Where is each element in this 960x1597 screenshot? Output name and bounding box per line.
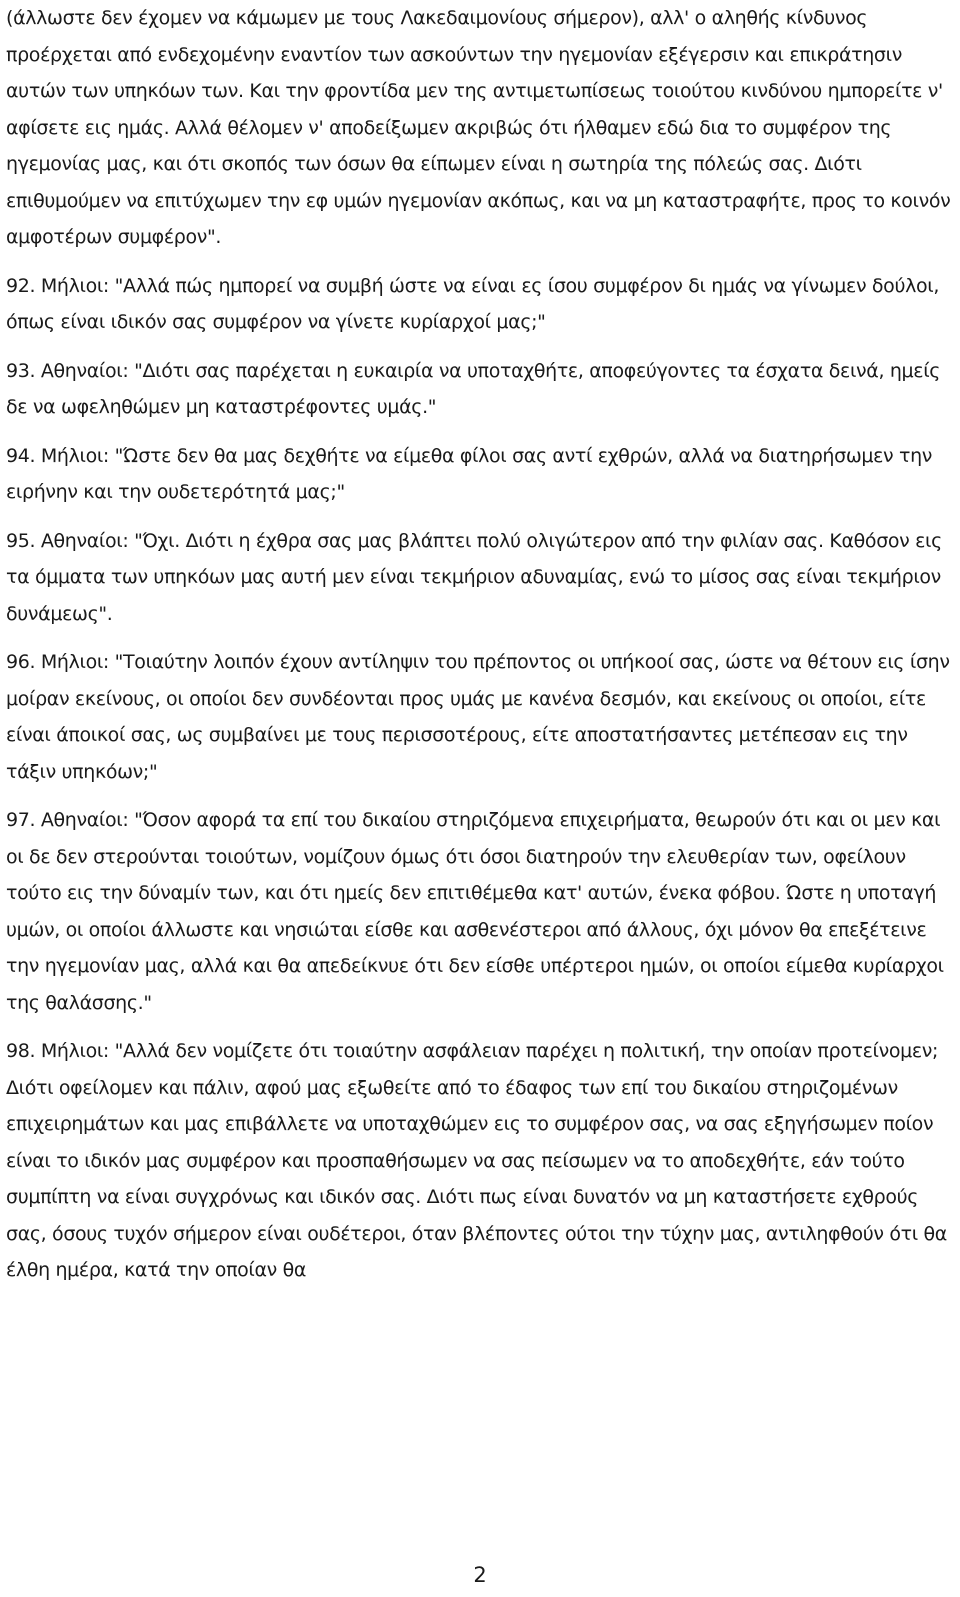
page-number: 2 xyxy=(473,1563,487,1587)
document-body xyxy=(6,0,954,1301)
paragraph-97: 97. Αθηναίοι: "Όσον αφορά τα επί του δικαίου στηριζόμενα επιχειρήματα, θεωρούν ότι και οι μεν και οι δε δεν στερούνται τοιούτων, νομίζουν όμως ότι όσοι διατηρούν την ελευθερίαν των, οφείλουν τούτο εις την δύναμίν των, και ότι ημείς δεν επιτιθέμεθα κατ' αυτών, ένεκα φόβου. Ώστε η υποταγή υμών, οι οποίοι άλλωστε και νησιώται είσθε και ασθενέστεροι από άλλους, όχι μόνον θα επεξέτεινε την ηγεμονίαν μας, αλλά και θα απεδείκνυε ότι δεν είσθε υπέρτεροι ημών, οι οποίοι είμεθα κυρίαρχοι της θαλάσσης." xyxy=(6,809,944,1014)
paragraph-95: 95. Αθηναίοι: "Όχι. Διότι η έχθρα σας μας βλάπτει πολύ ολιγώτερον από την φιλίαν σας. Καθόσον εις τα όμματα των υπηκόων μας αυτή μεν είναι τεκμήριον αδυναμίας, ενώ το μίσος σας είναι τεκμήριον δυνάμεως". xyxy=(6,529,942,625)
paragraph-98: 98. Μήλιοι: "Αλλά δεν νομίζετε ότι τοιαύτην ασφάλειαν παρέχει η πολιτική, την οποίαν προτείνομεν; Διότι οφείλομεν και πάλιν, αφού μας εξωθείτε από το έδαφος των επί του δικαίου στηριζομένων επιχειρημάτων και μας επιβάλλετε να υποταχθώμεν εις το συμφέρον σας, να σας εξηγήσωμεν ποίον είναι το ιδικόν μας συμφέρον και προσπαθήσωμεν να σας πείσωμεν να το αποδεχθήτε, εάν τούτο συμπίπτη να είναι συγχρόνως και ιδικόν σας. Διότι πως είναι δυνατόν να μη καταστήσετε εχθρούς σας, όσους τυχόν σήμερον είναι ουδέτεροι, όταν βλέποντες ούτοι την τύχην μας, αντιληφθούν ότι θα έλθη ημέρα, κατά την οποίαν θα xyxy=(6,1040,947,1281)
paragraph-93: 93. Αθηναίοι: "Διότι σας παρέχεται η ευκαιρία να υποταχθήτε, αποφεύγοντες τα έσχατα δεινά, ημείς δε να ωφεληθώμεν μη καταστρέφοντες υμάς." xyxy=(6,359,941,418)
paragraph-continuation: (άλλωστε δεν έχομεν να κάμωμεν με τους Λακεδαιμονίους σήμερον), αλλ' ο αληθής κίνδυνος προέρχεται από ενδεχομένην εναντίον των ασκούντων την ηγεμονίαν εξέγερσιν και επικράτησιν αυτών των υπηκόων των. Και την φροντίδα μεν της αντιμετωπίσεως τοιούτου κινδύνου ημπορείτε ν' αφίσετε εις ημάς. Αλλά θέλομεν ν' αποδείξωμεν ακριβώς ότι ήλθαμεν εδώ δια το συμφέρον της ηγεμονίας μας, και ότι σκοπός των όσων θα είπωμεν είναι η σωτηρία της πόλεώς σας. Διότι επιθυμούμεν να επιτύχωμεν την εφ υμών ηγεμονίαν ακόπως, και να μη καταστραφήτε, προς το κοινόν αμφοτέρων συμφέρον". xyxy=(6,7,951,248)
paragraph-92: 92. Μήλιοι: "Αλλά πώς ημπορεί να συμβή ώστε να είναι ες ίσου συμφέρον δι ημάς να γίνωμεν δούλοι, όπως είναι ιδικόν σας συμφέρον να γίνετε κυρίαρχοί μας;" xyxy=(6,274,940,333)
paragraph-96: 96. Μήλιοι: "Τοιαύτην λοιπόν έχουν αντίληψιν του πρέποντος οι υπήκοοί σας, ώστε να θέτουν εις ίσην μοίραν εκείνους, οι οποίοι δεν συνδέονται προς υμάς με κανένα δεσμόν, και εκείνους οι οποίοι, είτε είναι άποικοί σας, ως συμβαίνει με τους περισσοτέρους, είτε αποστατήσαντες μετέπεσαν εις την τάξιν υπηκόων;" xyxy=(6,651,950,783)
paragraph-94: 94. Μήλιοι: "Ώστε δεν θα μας δεχθήτε να είμεθα φίλοι σας αντί εχθρών, αλλά να διατηρήσωμεν την ειρήνην και την ουδετερότητά μας;" xyxy=(6,444,933,503)
